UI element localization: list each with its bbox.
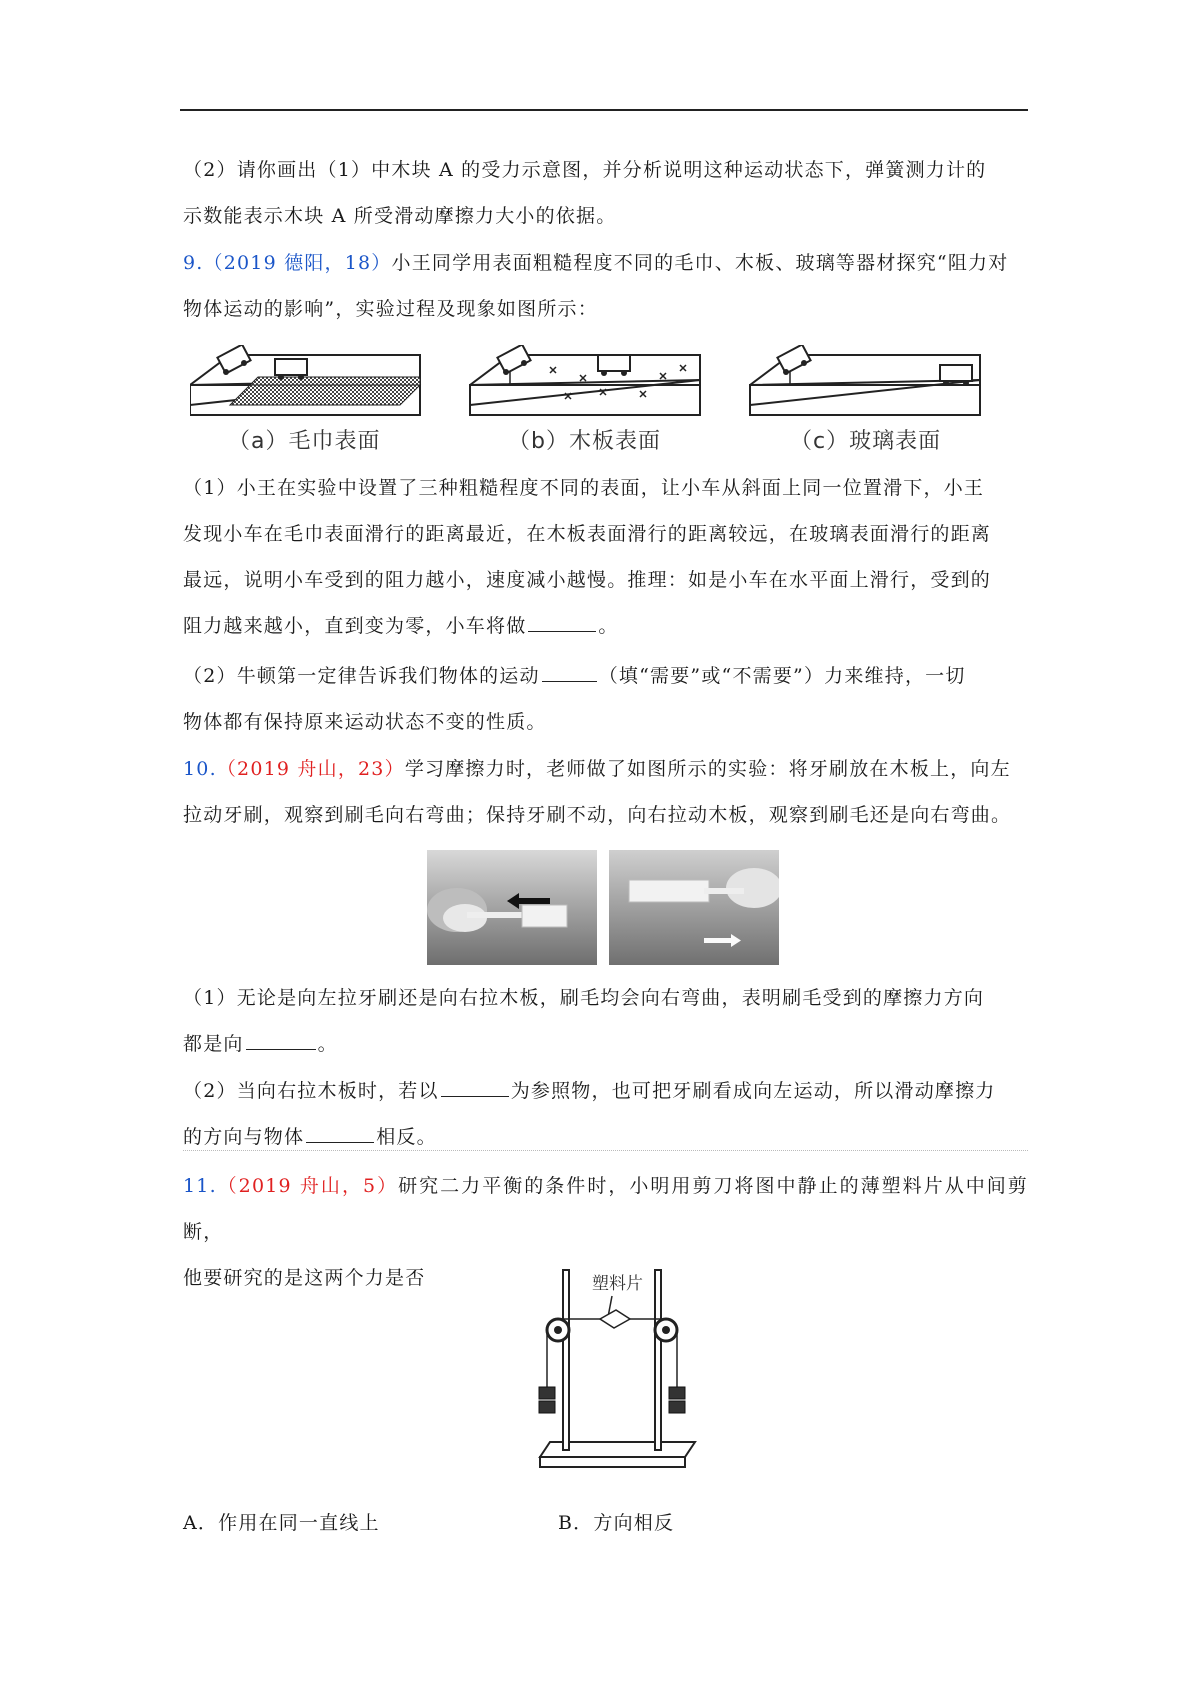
q9-caption-a: （a）毛巾表面 (228, 429, 381, 454)
q9-stem-line1: 小王同学用表面粗糙程度不同的毛巾、木板、玻璃等器材探究“阻力对 (391, 252, 1009, 274)
cart-icon (777, 345, 810, 375)
q10-sub1-line2a: 都是向 (183, 1033, 244, 1055)
q10-number: 10. (183, 758, 217, 780)
q9-source: （2019 德阳，18） (203, 252, 392, 274)
ramp-b (470, 345, 700, 415)
q10-sub2 (183, 1068, 1028, 1160)
q9-sub1-line4b: 。 (598, 615, 619, 637)
answer-blank[interactable] (246, 1031, 316, 1050)
q10-sub1 (183, 975, 1028, 1067)
q9-sub2-line1a: （2）牛顿第一定律告诉我们物体的运动 (183, 665, 540, 687)
cart-icon (598, 355, 630, 376)
q10-stem-line2: 拉动牙刷，观察到刷毛向右弯曲；保持牙刷不动，向右拉动木板，观察到刷毛还是向右弯曲。 (183, 804, 1012, 826)
q10-sub1-line2b: 。 (317, 1033, 338, 1055)
q11-number: 11. (183, 1175, 217, 1197)
q9-sub2 (183, 653, 1028, 745)
q9-stem-line2: 物体运动的影响”，实验过程及现象如图所示： (183, 298, 598, 320)
option-b[interactable]: B．方向相反 (558, 1512, 675, 1534)
q10-sub1-line1: （1）无论是向左拉牙刷还是向右拉木板，刷毛均会向右弯曲，表明刷毛受到的摩擦力方向 (183, 987, 985, 1009)
q11-stem-line1: 研究二力平衡的条件时，小明用剪刀将图中静止的薄塑料片从中间剪断， (183, 1175, 1028, 1243)
q9-sub1-line2: 发现小车在毛巾表面滑行的距离最近，在木板表面滑行的距离较远，在玻璃表面滑行的距离 (183, 523, 992, 545)
q8-sub2 (183, 147, 1028, 239)
q10-source: （2019 舟山，23） (216, 758, 405, 780)
cart-icon (497, 345, 530, 375)
q10-sub2-line1a: （2）当向右拉木板时，若以 (183, 1080, 439, 1102)
ramp-a (190, 345, 420, 415)
q9-sub1-line4a: 阻力越来越小，直到变为零，小车将做 (183, 615, 527, 637)
q10-sub2-line2b: 相反。 (376, 1126, 437, 1148)
q8-sub2-line1: （2）请你画出（1）中木块 A 的受力示意图，并分析说明这种运动状态下，弹簧测力计的 (183, 159, 987, 181)
q9-stem (183, 240, 1028, 332)
q11-source: （2019 舟山，5） (216, 1175, 399, 1197)
ramp-c (750, 345, 980, 415)
q10-stem-line1: 学习摩擦力时，老师做了如图所示的实验：将牙刷放在木板上，向左 (404, 758, 1011, 780)
q10-sub2-line1b: 为参照物，也可把牙刷看成向左运动，所以滑动摩擦力 (510, 1080, 996, 1102)
q11-apparatus-figure (530, 1262, 700, 1487)
q9-caption-c: （c）玻璃表面 (790, 429, 942, 454)
q11-stem-line2: 他要研究的是这两个力是否 (183, 1267, 426, 1289)
q9-sub1-line1: （1）小王在实验中设置了三种粗糙程度不同的表面，让小车从斜面上同一位置滑下，小王 (183, 477, 985, 499)
q9-sub2-line2: 物体都有保持原来运动状态不变的性质。 (183, 711, 547, 733)
q9-sub2-line1b: （填“需要”或“不需要”）力来维持，一切 (598, 665, 966, 687)
answer-blank[interactable] (306, 1124, 374, 1143)
answer-blank[interactable] (528, 613, 596, 632)
cart-icon (217, 345, 250, 375)
toothbrush-photo-right (609, 850, 779, 965)
toothbrush-photo-left (427, 850, 597, 965)
q9-sub1 (183, 465, 1028, 649)
q9-caption-b: （b）木板表面 (508, 429, 661, 454)
q9-number: 9. (183, 252, 204, 274)
q10-sub2-line2a: 的方向与物体 (183, 1126, 305, 1148)
header-rule (180, 109, 1028, 111)
q9-sub1-line3: 最远，说明小车受到的阻力越小，速度减小越慢。推理：如是小车在水平面上滑行，受到的 (183, 569, 992, 591)
q8-sub2-line2: 示数能表示木块 A 所受滑动摩擦力大小的依据。 (183, 205, 617, 227)
option-a[interactable]: A．作用在同一直线上 (183, 1512, 380, 1534)
q10-photos (427, 850, 779, 965)
plastic-sheet-label: 塑料片 (592, 1274, 643, 1294)
section-divider (183, 1150, 1028, 1151)
answer-blank[interactable] (441, 1078, 509, 1097)
q10-stem (183, 746, 1028, 838)
answer-blank[interactable] (542, 663, 597, 682)
